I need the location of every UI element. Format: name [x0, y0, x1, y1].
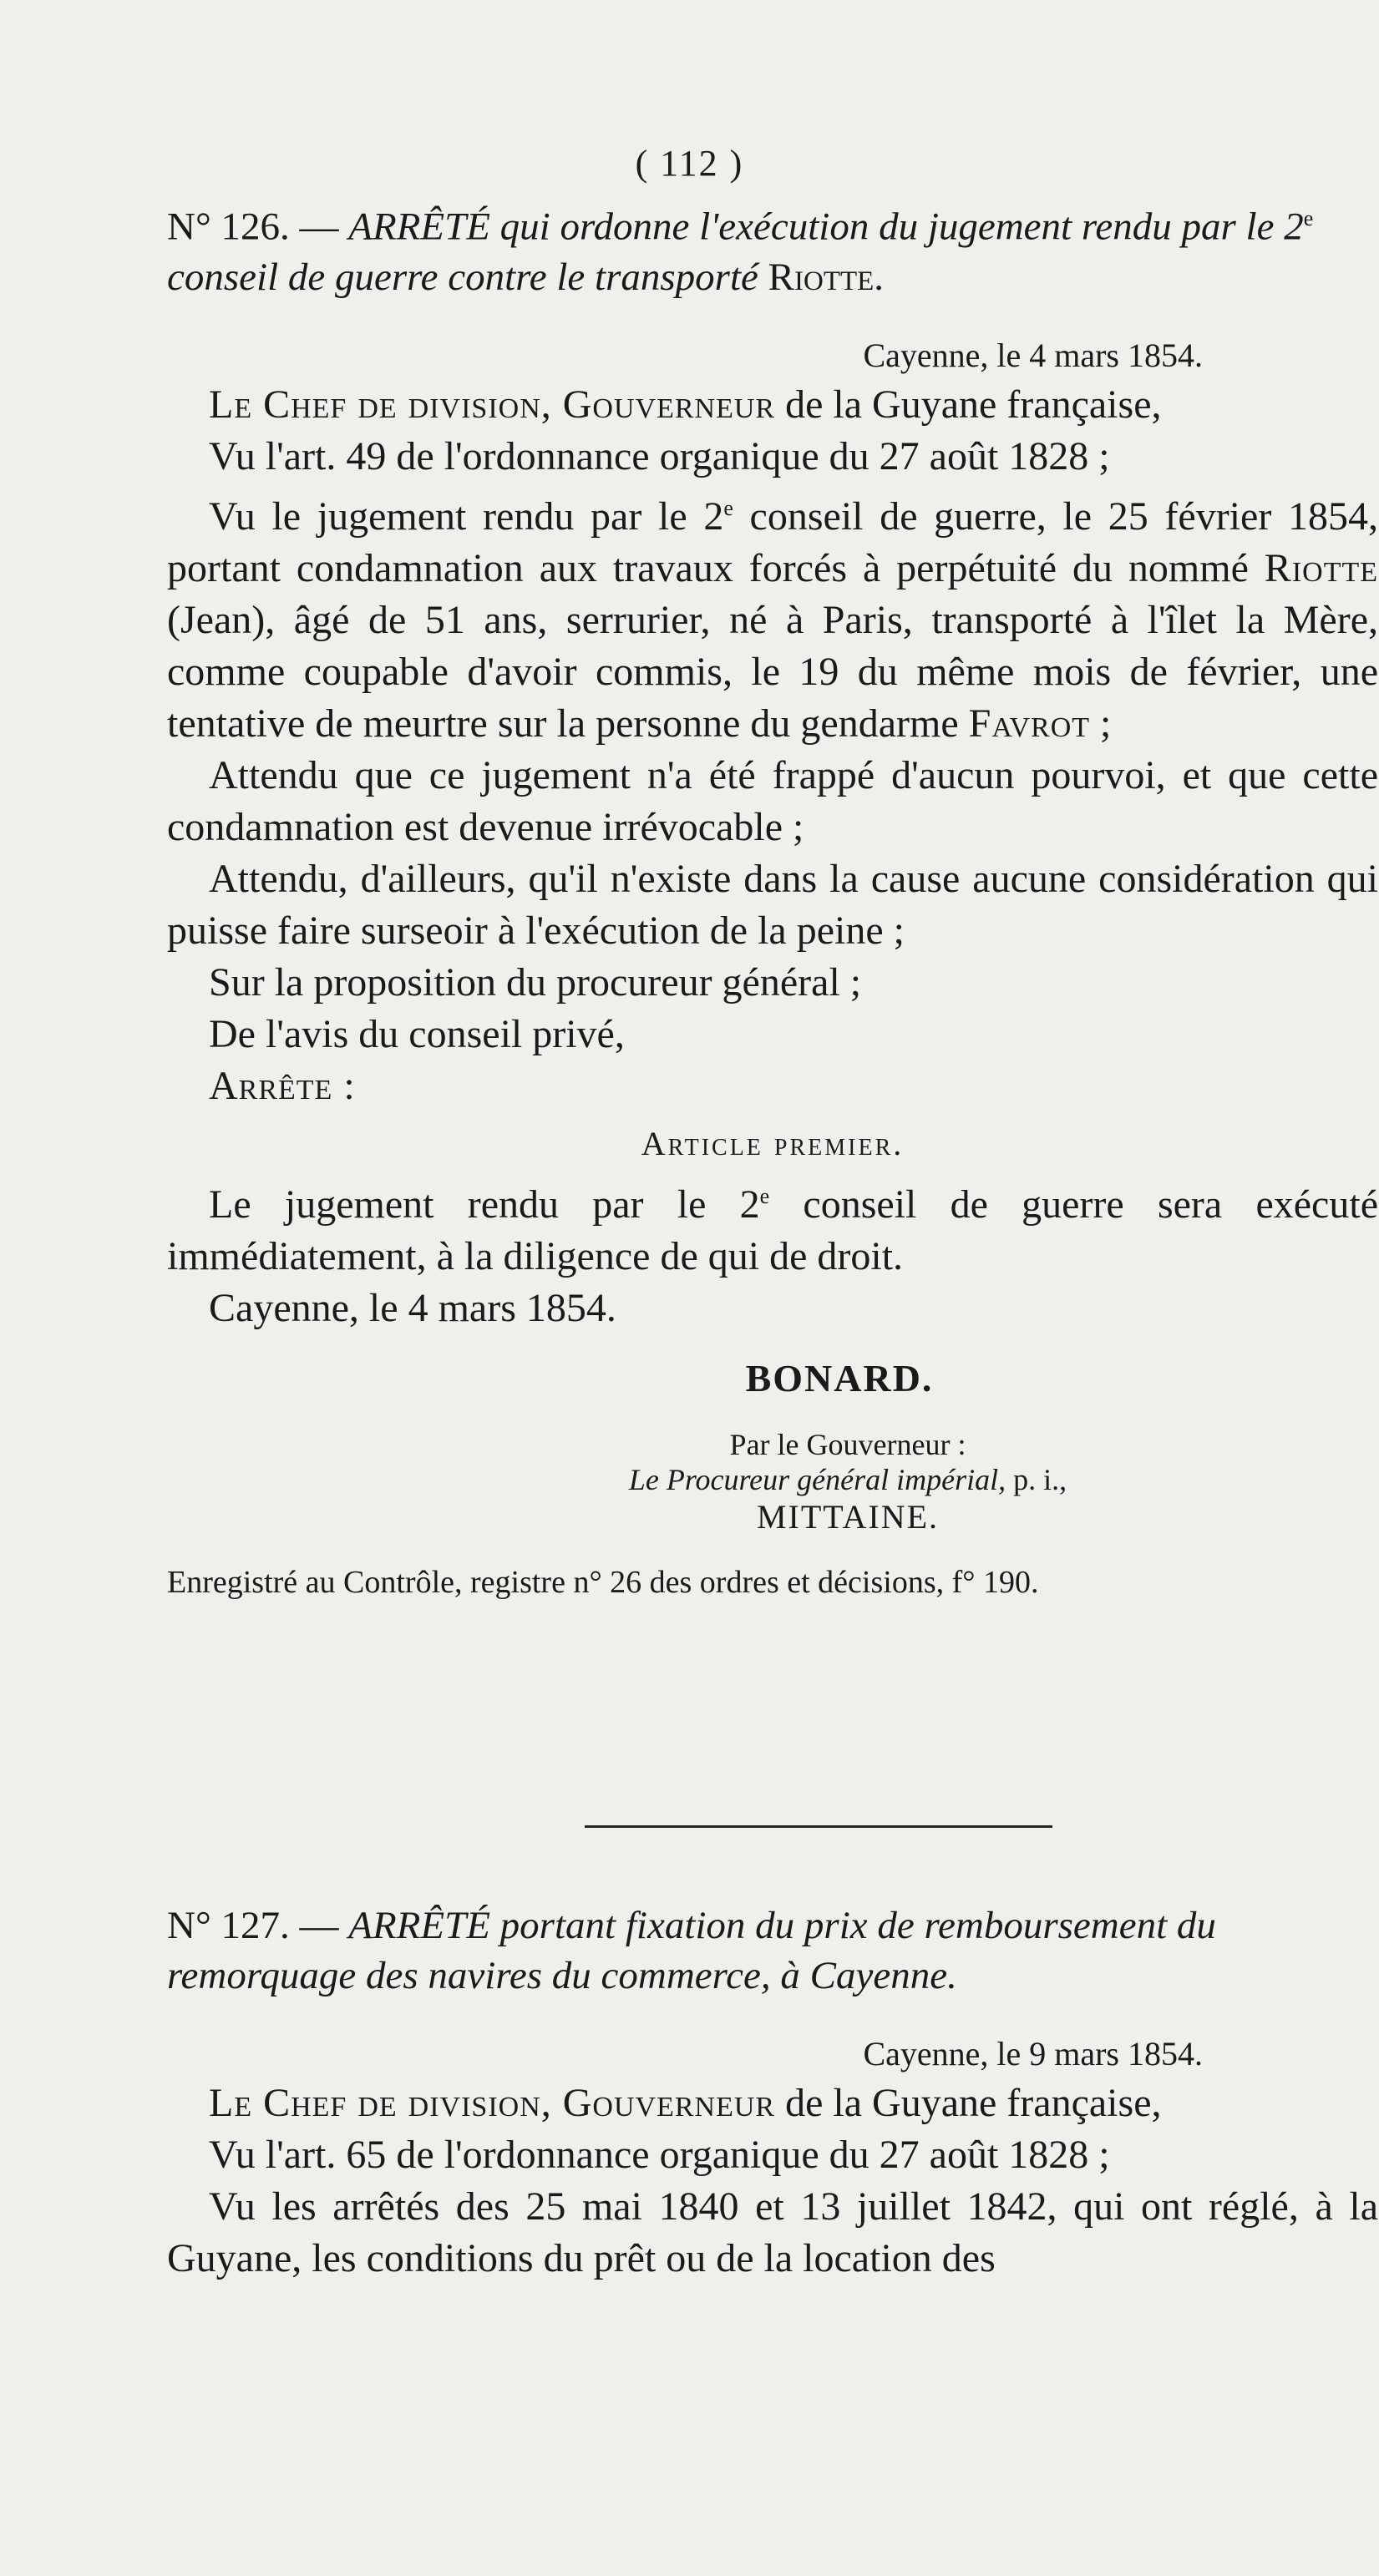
procureur-title: Le Procureur général impérial,: [628, 1462, 1006, 1496]
place-date: Cayenne, le 4 mars 1854.: [863, 336, 1203, 374]
text-run: Vu le jugement rendu par le 2: [209, 493, 724, 539]
sur-paragraph: Sur la proposition du procureur général ;: [209, 959, 862, 1005]
vu-paragraph-1: Vu l'art. 49 de l'ordonnance organique du 27 août 1828 ;: [209, 433, 1110, 478]
attendu-paragraph-1: Attendu que ce jugement n'a été frappé d'aucun pourvoi, et que cette condamnation est devenue irrévocable ;: [167, 752, 1378, 849]
registration-note: Enregistré au Contrôle, registre n° 26 des ordres et décisions, f° 190.: [167, 1564, 1039, 1600]
vu-paragraph-2: [167, 483, 1378, 750]
convict-name: Riotte: [1264, 545, 1378, 590]
decree-title: ARRÊTÉ portant fixation du prix de remboursement du remorquage des navires du commerce, à Cayenne.: [167, 1904, 1216, 1997]
par-le-gouverneur: Par le Gouverneur :: [729, 1427, 966, 1461]
article-title: Article premier.: [641, 1124, 905, 1162]
vu-paragraph-2: Vu les arrêtés des 25 mai 1840 et 13 juillet 1842, qui ont réglé, à la Guyane, les conditions du prêt ou de la location des: [167, 2184, 1378, 2280]
preamble: [167, 2078, 1378, 2129]
closing-date: Cayenne, le 4 mars 1854.: [209, 1285, 616, 1330]
vu-paragraph-1: Vu l'art. 65 de l'ordonnance organique du 27 août 1828 ;: [209, 2133, 1110, 2177]
text-run: conseil de guerre, le 25 février 1854, portant condamnation aux travaux forcés à perpétuité du nommé: [167, 493, 1378, 590]
arrete-line: [167, 1060, 1378, 1112]
avis-paragraph: De l'avis du conseil privé,: [209, 1011, 625, 1056]
procureur-line: [167, 1462, 1378, 1497]
superscript: e: [723, 495, 733, 520]
preamble-title: Le Chef de division, Gouverneur: [209, 2081, 776, 2125]
decree-number: N° 126. —: [167, 205, 339, 249]
procureur-signature: MITTAINE.: [756, 1497, 940, 1536]
preamble: [167, 379, 1378, 431]
attendu-paragraph-2: Attendu, d'ailleurs, qu'il n'existe dans la cause aucune considération qui puisse faire surseoir à l'exécution de la peine ;: [167, 856, 1378, 953]
article-body: [167, 1171, 1378, 1283]
preamble-title: Le Chef de division, Gouverneur: [209, 382, 776, 427]
page-number: ( 112 ): [635, 143, 744, 184]
superscript: e: [759, 1183, 770, 1208]
governor-signature: BONARD.: [745, 1356, 934, 1399]
decree-number: N° 127. —: [167, 1904, 339, 1947]
decree-title-part1: ARRÊTÉ qui ordonne l'exécution du jugement rendu par le 2: [348, 205, 1304, 249]
superscript: e: [1303, 206, 1314, 230]
arrete-label: Arrête :: [209, 1063, 356, 1108]
preamble-rest: de la Guyane française,: [775, 2081, 1162, 2125]
convict-name: Riotte.: [768, 255, 885, 299]
gendarme-name: Favrot: [968, 701, 1091, 746]
text-run: Le jugement rendu par le 2: [209, 1182, 760, 1227]
text-run: ;: [1090, 701, 1112, 746]
decree-126: [167, 194, 1378, 1605]
decree-title-part2: conseil de guerre contre le transporté: [167, 255, 758, 299]
procureur-suffix: p. i.,: [1006, 1462, 1067, 1496]
place-date: Cayenne, le 9 mars 1854.: [863, 2035, 1203, 2072]
section-divider: [585, 1825, 1052, 1828]
preamble-rest: de la Guyane française,: [775, 382, 1162, 427]
decree-127: [167, 1900, 1378, 2285]
text-run: (Jean), âgé de 51 ans, serrurier, né à Paris, transporté à l'îlet la Mère, comme coupable d'avoir commis, le 19 du même mois de février, une tentative de meurtre sur la personne du gendarme: [167, 597, 1378, 746]
decree-heading: [167, 194, 1378, 302]
decree-heading: [167, 1900, 1378, 2001]
text-run: conseil de guerre sera exécuté immédiatement, à la diligence de qui de droit.: [167, 1182, 1378, 1278]
